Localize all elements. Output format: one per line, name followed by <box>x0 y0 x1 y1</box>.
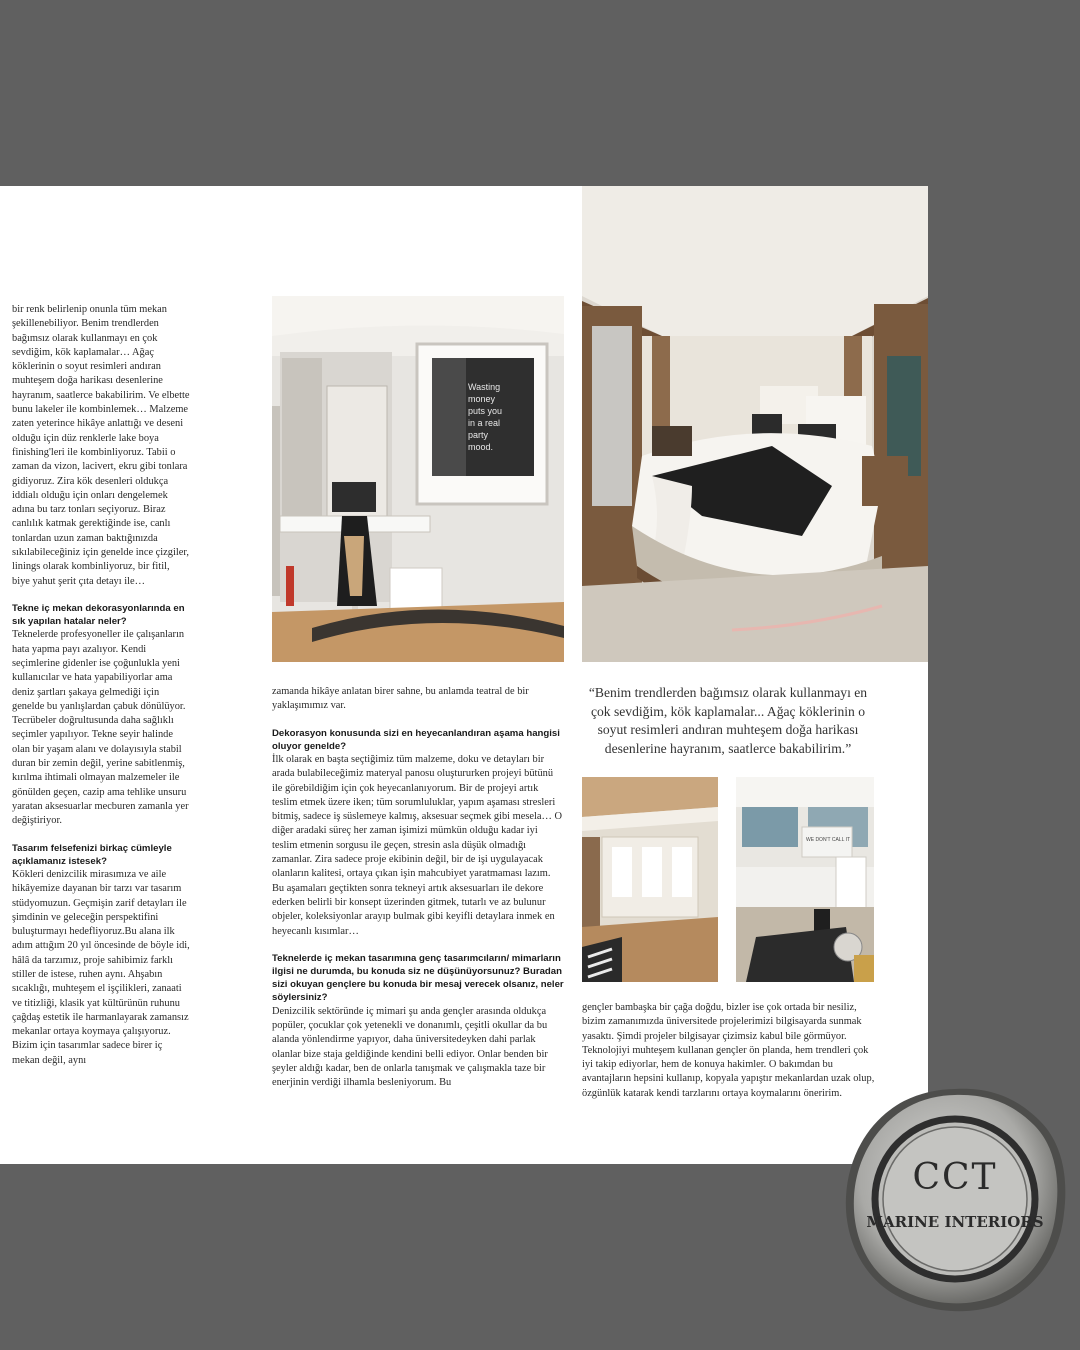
seal-brand-initials: CCT <box>912 1157 998 1198</box>
mug-text: WE DON'T CALL IT <box>806 837 851 843</box>
photo-master-bedroom <box>582 186 928 662</box>
text-column-middle <box>272 685 564 1090</box>
text-column-right <box>582 1001 878 1101</box>
paragraph: Kökleri denizcilik mirasımıza ve aile hikâyemize dayanan bir tarzı var tasarım stüdyomuzun. Geçmişin zarif detayları ile şimdinin ve geleceğin perspektifini buluşturmayı hedefliyoruz.Bu alana ilk adım attığım 20 yıl öncesinde de böyle idi, hâlâ da tarzımız, proje sahibimiz farklı stiller de istese, ruhen aynı. Ahşabın sıcaklığı, muhteşem el işçilikleri, zanaati ve titizliği, klasik yat kültürünün ruhunu çağdaş estetik ile harmanlayarak zamansız mekanlar ortaya koymaya çalışıyoruz. Bizim için tasarımlar sadece birer iç mekan değil, aynı <box>12 868 190 1066</box>
cct-marine-interiors-seal-logo <box>842 1085 1068 1313</box>
pull-quote: “Benim trendlerden bağımsız olarak kullanmayı en çok sevdiğim, kök kaplamalar... Ağaç köklerinin o soyut resimleri andıran muhteşem doğa harikası desenlerine hayranım, saatlerce bakabilirim.” <box>588 685 868 756</box>
photo-saloon <box>582 777 718 982</box>
text-column-left <box>12 303 190 1068</box>
seal-brand-name: MARINE INTERIORS <box>866 1213 1044 1231</box>
paragraph: bir renk belirlenip onunla tüm mekan şekillenebiliyor. Benim trendlerden bağımsız olarak kullanmayı en çok sevdiğim, kök kaplamalar… Ağaç köklerinin o soyut resimleri andıran muhteşem doğa harikası desenlerine hayranım, saatlerce bakabilirim. Ve elbette bunu lakeler ile kombinlemek… Malzeme zaten yeterince hikâye anlattığı ve deseni olduğu için düz renklerle lake boya finishing'leri ile kombinliyoruz. Tabii o zaman da vizon, lacivert, ekru gibi tonlara gidiyoruz. Zira kök desenleri oldukça iddialı olduğu için onları dengelemek adına bu tarz tonları seçiyoruz. Biraz canlılık katmak gerektiğinde ise, canlı tonlardan uzun zaman baktığınızda sıkılabileceğiniz için genelde ince çizgiler, linings olarak kombinliyoruz, bir fitil, biye yahut şerit çıta detayı ile… <box>12 304 190 587</box>
paragraph: İlk olarak en başta seçtiğimiz tüm malzeme, doku ve detayları bir arada bulabileceğimiz materyal panosu oluştururken projeyi bütünü ile görebildiğim için çok heyecanlanıyorum. Bir de projeyi artık teslim etmek üzere iken; tüm sorumluluklar, yapım aşaması stresleri bitmiş, sadece iş süslemeye kalmış, aksesuar seçmek gibi mesela… O diğer aradaki süreç her zaman işimizi mümkün olduğu kadar iyi teslim etmenin sorgusu ile geçen, stresin asla düşük olmadığı zamanlar. Zira sadece proje ekibinin değil, bir de işi uygulayacak olanların kalitesi, ortaya çıkan işin mahcubiyet yaratmaması lazım. Bu aşamaları geçtikten sonra tekneyi artık aksesuarları ile dekore ederken belirli bir konsept üzerinden gitmek, tutarlı ve az bulunur objeler, koleksiyonlar arayıp bulmak gibi keyifli detaylara inmek en heyecanlı kısımlar… <box>272 754 562 937</box>
question-heading: Tasarım felsefenizi birkaç cümleyle açıklamanız istesek? <box>12 842 172 867</box>
paragraph: Teknelerde profesyoneller ile çalışanların hata yapma payı azalıyor. Kendi seçimlerine gidenler ise çoğunlukla yeni kullanıcılar ve hata yapabiliyorlar ama deniz şartları şakaya gelmediği için genelde bu yanlışlardan çabuk dönülüyor. Tecrübeler doğrultusunda daha sağlıklı seçimler yapılıyor. Tekne seyir halinde olan bir yaşam alanı ve dolayısıyla stabil duran bir zemin değil, yerine sabitlenmiş, kırılma ihtimali olmayan malzemeler ile gönülden geçen, cazip ama tehlike unsuru yaratan aksesuarlar mecburen zamanla yer değiştiriyor. <box>12 629 189 827</box>
artwork-text: Wasting money puts you in a real party mood. <box>468 382 503 452</box>
question-heading: Dekorasyon konusunda sizi en heyecanlandıran aşama hangisi oluyor genelde? <box>272 727 560 752</box>
paragraph: gençler bambaşka bir çağa doğdu, bizler ise çok ortada bir nesiliz, bizim zamanımızda üniversitede projelerimizi bilgisayarda sunmak yasaktı. Şimdi projeler bilgisayar çizimsiz kabul bile görmüyor. Teknolojiyi muhteşem kullanan gençler ön planda, hem trendleri çok iyi takip ediyorlar, hem de konuya hakimler. O bakımdan bu avantajların hepsini kullanıp, kopyala yapıştır mekanlardan uzak olup, özgünlük katarak kendi tarzlarını ortaya koymalarını öneririm. <box>582 1002 875 1099</box>
question-heading: Tekne iç mekan dekorasyonlarında en sık yapılan hatalar neler? <box>12 602 185 628</box>
paragraph: zamanda hikâye anlatan birer sahne, bu anlamda teatral de bir yaklaşımımız var. <box>272 686 529 712</box>
photo-dining <box>736 777 874 982</box>
photo-cabin-vanity <box>272 296 564 662</box>
question-heading: Teknelerde iç mekan tasarımına genç tasarımcıların/ mimarların ilgisi ne durumda, bu konuda siz ne düşünüyorsunuz? Buradan sizi okuyan gençlere bu konuda bir mesaj verecek olsanız, neler söylersiniz? <box>272 952 564 1004</box>
paragraph: Denizcilik sektöründe iç mimari şu anda gençler arasında oldukça popüler, çocuklar çok yetenekli ve donanımlı, çeşitli okullar da bu alanda yönlendirme yapıyor, daha üniversitedeyken dahi parlak olanlar bize staja geldiğinde kendini belli ediyor. Onlar benden bir şeyler aldığı kadar, ben de onlarla tanışmak ve çalışmakla taze bir enerjinin verdiği ilhamla besleniyorum. Bu <box>272 1005 548 1089</box>
